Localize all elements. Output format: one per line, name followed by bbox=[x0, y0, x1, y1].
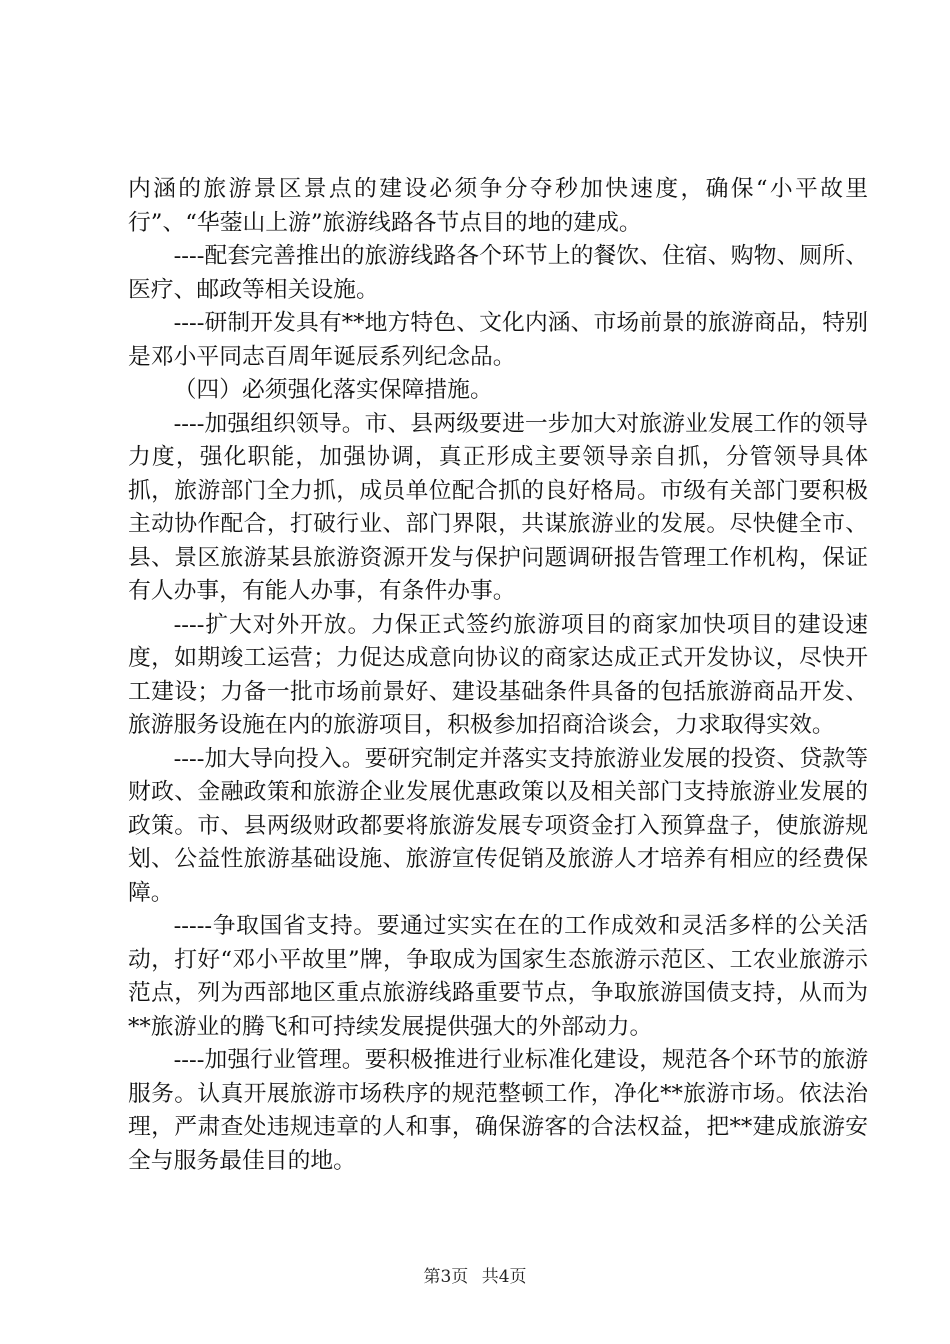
paragraph-national-support: -----争取国省支持。要通过实实在在的工作成效和灵活多样的公关活动，打好“邓小平故里”牌，争取成为国家生态旅游示范区、工农业旅游示范点，列为西部地区重点旅游线路重要节点，争取旅游国债支持，从而为**旅游业的腾飞和可持续发展提供强大的外部动力。 bbox=[128, 913, 868, 1040]
document-body bbox=[128, 173, 868, 1178]
page-footer bbox=[0, 1262, 950, 1287]
page-number: 第3页 bbox=[423, 1267, 469, 1287]
section-heading-four: （四）必须强化落实保障措施。 bbox=[173, 377, 493, 403]
paragraph-continuation: 内涵的旅游景区景点的建设必须争分夺秒加快速度，确保“小平故里行”、“华蓥山上游”旅游线路各节点目的地的建成。 bbox=[128, 176, 868, 236]
paragraph-industry-management: ----加强行业管理。要积极推进行业标准化建设，规范各个环节的旅游服务。认真开展旅游市场秩序的规范整顿工作，净化**旅游市场。依法治理，严肃查处违规违章的人和事，确保游客的合法权益，把**建成旅游安全与服务最佳目的地。 bbox=[128, 1047, 868, 1174]
paragraph-investment: ----加大导向投入。要研究制定并落实支持旅游业发展的投资、贷款等财政、金融政策和旅游企业发展优惠政策以及相关部门支持旅游业发展的政策。市、县两级财政都要将旅游发展专项资金打入预算盘子，使旅游规划、公益性旅游基础设施、旅游宣传促销及旅游人才培养有相应的经费保障。 bbox=[128, 745, 868, 906]
paragraph-souvenirs: ----研制开发具有**地方特色、文化内涵、市场前景的旅游商品，特别是邓小平同志百周年诞辰系列纪念品。 bbox=[128, 310, 868, 370]
paragraph-opening-up: ----扩大对外开放。力保正式签约旅游项目的商家加快项目的建设速度，如期竣工运营；力促达成意向协议的商家达成正式开发协议，尽快开工建设；力备一批市场前景好、建设基础条件具备的包括旅游商品开发、旅游服务设施在内的旅游项目，积极参加招商洽谈会，力求取得实效。 bbox=[128, 611, 868, 738]
page-total: 共4页 bbox=[481, 1267, 527, 1287]
paragraph-facilities: ----配套完善推出的旅游线路各个环节上的餐饮、住宿、购物、厕所、医疗、邮政等相关设施。 bbox=[128, 243, 868, 303]
paragraph-leadership: ----加强组织领导。市、县两级要进一步加大对旅游业发展工作的领导力度，强化职能，加强协调，真正形成主要领导亲自抓，分管领导具体抓，旅游部门全力抓，成员单位配合抓的良好格局。市级有关部门要积极主动协作配合，打破行业、部门界限，共谋旅游业的发展。尽快健全市、县、景区旅游某县旅游资源开发与保护问题调研报告管理工作机构，保证有人办事，有能人办事，有条件办事。 bbox=[128, 410, 868, 604]
